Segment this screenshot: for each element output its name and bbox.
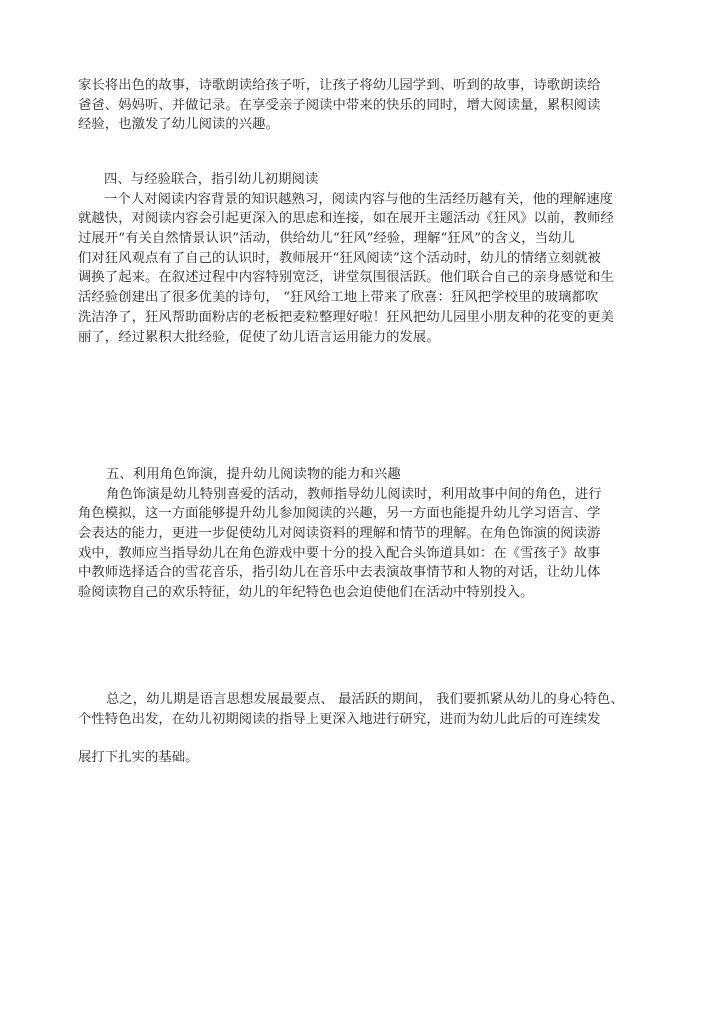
conclusion-last-line-block [78, 748, 648, 768]
section-4-line-7: 洗洁净了，狂风帮助面粉店的老板把麦粒整理好啦！狂风把幼儿园里小朋友种的花变的更美 [78, 309, 614, 325]
section-5-heading: 五、利用角色饰演，提升幼儿阅读物的能力和兴趣 [106, 467, 401, 482]
conclusion-paragraph [78, 690, 648, 729]
section-5-line-4: 戏中，教师应当指导幼儿在角色游戏中要十分的投入配合头饰道具如：在《雪孩子》故事 [78, 545, 601, 561]
section-4-line-2: 就越快，对阅读内容会引起更深入的思虑和连接，如在展开主题活动《狂风》以前，教师经 [78, 211, 614, 227]
section-5-line-6: 验阅读物自己的欢乐特征，幼儿的年纪特色也会迫使他们在活动中特别投入。 [78, 585, 534, 601]
section-4-line-1: 一个人对阅读内容背景的知识越熟习，阅读内容与他的生活经历越有关，他的理解速度 [104, 191, 614, 207]
section-4 [78, 170, 648, 347]
section-4-line-6: 活经验创建出了很多优美的诗句， “狂风给工地上带来了欣喜：狂风把学校里的玻璃都吹 [78, 290, 599, 306]
section-4-line-5: 调换了起来。在叙述过程中内容特别宽泛，讲堂氛围很活跃。他们联合自己的亲身感觉和生 [78, 270, 614, 286]
intro-line-1: 家长将出色的故事，诗歌朗读给孩子听，让孩子将幼儿园学到、听到的故事，诗歌朗读给 [78, 78, 601, 93]
intro-line-3: 经验，也激发了幼儿阅读的兴趣。 [78, 117, 279, 133]
section-4-line-4: 们对狂风观点有了自己的认识时，教师展开“狂风阅读”这个活动时，幼儿的情绪立刻就被 [78, 250, 601, 266]
intro-line-2: 爸爸、妈妈听、并做记录。在享受亲子阅读中带来的快乐的同时，增大阅读量，累积阅读 [78, 97, 601, 113]
intro-paragraph [78, 76, 648, 135]
conclusion-line-2: 个性特色出发，在幼儿初期阅读的指导上更深入地进行研究，进而为幼儿此后的可连续发 [78, 711, 601, 727]
section-4-line-3: 过展开“有关自然情景认识”活动，供给幼儿“狂风”经验，理解“狂风”的含义，当幼儿 [78, 231, 575, 247]
section-5-line-3: 会表达的能力，更进一步促使幼儿对阅读资料的理解和情节的理解。在角色饰演的阅读游 [78, 526, 601, 542]
section-5-line-2: 角色模拟，这一方面能够提升幼儿参加阅读的兴趣，另一方面也能提升幼儿学习语言、学 [78, 506, 601, 522]
section-4-line-8: 丽了，经过累积大批经验，促使了幼儿语言运用能力的发展。 [78, 329, 440, 345]
conclusion-line-3: 展打下扎实的基础。 [78, 750, 199, 765]
section-5-line-5: 中教师选择适合的雪花音乐，指引幼儿在音乐中去表演故事情节和人物的对话，让幼儿体 [78, 565, 601, 581]
conclusion-line-1: 总之，幼儿期是语言思想发展最要点、 最活跃的期间， 我们要抓紧从幼儿的身心特色、 [106, 692, 624, 707]
section-5-line-1: 角色饰演是幼儿特别喜爱的活动，教师指导幼儿阅读时，利用故事中间的角色，进行 [106, 486, 602, 502]
section-4-heading: 四、与经验联合，指引幼儿初期阅读 [104, 172, 319, 187]
section-5 [78, 465, 648, 603]
